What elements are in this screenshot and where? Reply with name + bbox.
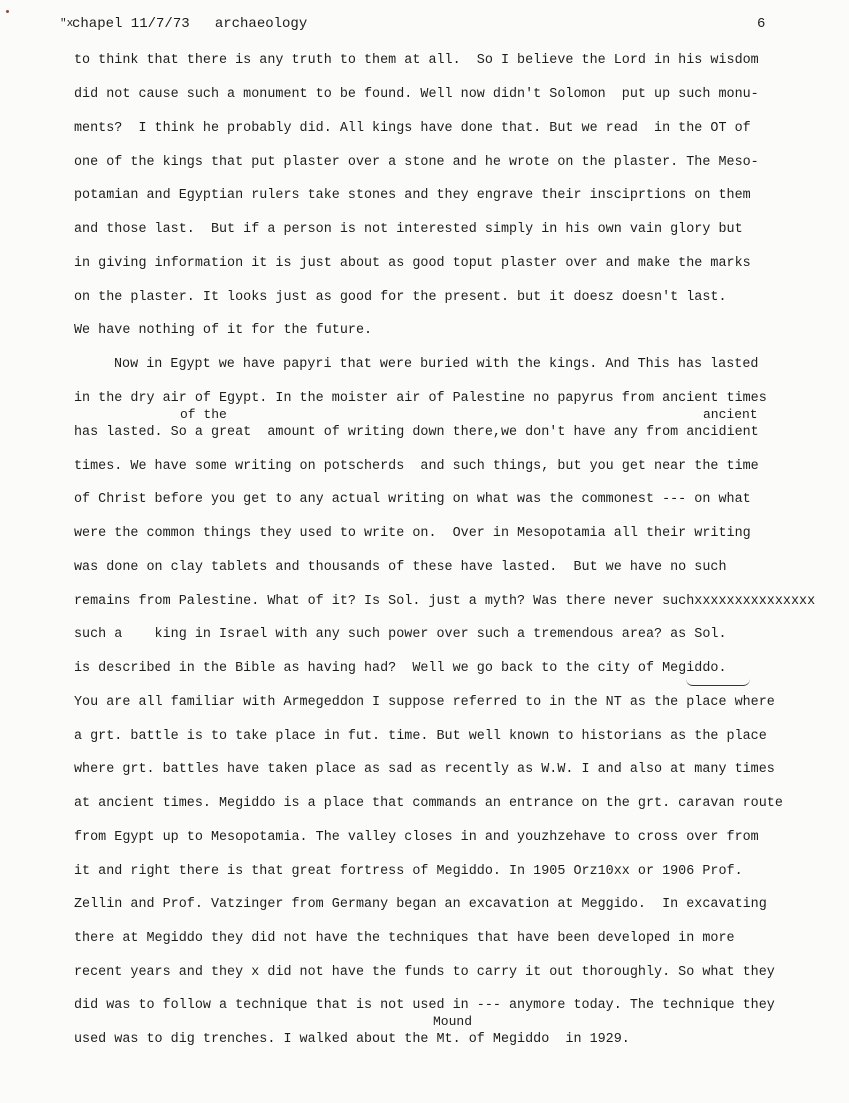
header-title: chapel 11/7/73 archaeology <box>72 16 308 32</box>
page-number: 6 <box>757 16 766 32</box>
handwritten-underline <box>686 679 750 686</box>
header-mark: "x <box>60 18 74 30</box>
interlinear-insert: Mound <box>433 1014 473 1029</box>
page-header <box>0 16 849 38</box>
document-page: "x chapel 11/7/73 archaeology 6 to think that there is any truth to them at all. So I believe the Lord in his wisdom did not cause such a monument to be found. Well now didn't Solomon put up such monu- ments? I think he probably did. All kings have done that. But we read in the OT of one of the kings that put plaster over a stone and he wrote on the plaster. The Meso- potamian and Egyptian rulers take stones and they engrave their insciprtions on them and those last. But if a person is not interested simply in his own vain glory but in giving information it is just about as good toput plaster over and make the marks on the plaster. It looks just as good for the present. but it doesz doesn't last. We have nothing of it for the future. Now in Egypt we have papyri that were buried with the kings. And This has lasted in the dry air of Egypt. In the moister air of Palestine no papyrus from ancient times of the ancient has lasted. So a great amount of writing down there,we don't have any from ancidient times. We have some writing on potscherds and such things, but you get near the time of Christ before you get to any actual writing on what was the commonest --- on what were the common things they used to write on. Over in Mesopotamia all their writing was done on clay tablets and thousands of these have lasted. But we have no such remains from Palestine. What of it? Is Sol. just a myth? Was there never suchxxxxxxxxxxxxxxx such a king in Israel with any such power over such a tremendous area? as Sol. is described in the Bible as having had? Well we go back to the city of Megiddo. You are all familiar with Armegeddon I suppose referred to in the NT as the place where a grt. battle is to take place in fut. time. But well known to historians as the place where grt. battles have taken place as sad as recently as W.W. I and also at many times at ancient times. Megiddo is a place that commands an entrance on the grt. caravan route from Egypt up to Mesopotamia. The valley closes in and youzhzehave to cross over from it and right there is that great fortress of Megiddo. In 1905 Orz10xx or 1906 Prof. Zellin and Prof. Vatzinger from Germany began an excavation at Meggido. In excavating there at Megiddo they did not have the techniques that have been developed in more recent years and they x did not have the funds to carry it out thoroughly. So what they did was to follow a technique that is not used in --- anymore today. The technique they Mound used was to dig trenches. I walked about the Mt. of Megiddo in 1929. <box>0 0 849 1103</box>
margin-mark <box>6 10 9 13</box>
interlinear-insert: ancient <box>703 407 758 422</box>
interlinear-insert: of the <box>180 407 227 422</box>
